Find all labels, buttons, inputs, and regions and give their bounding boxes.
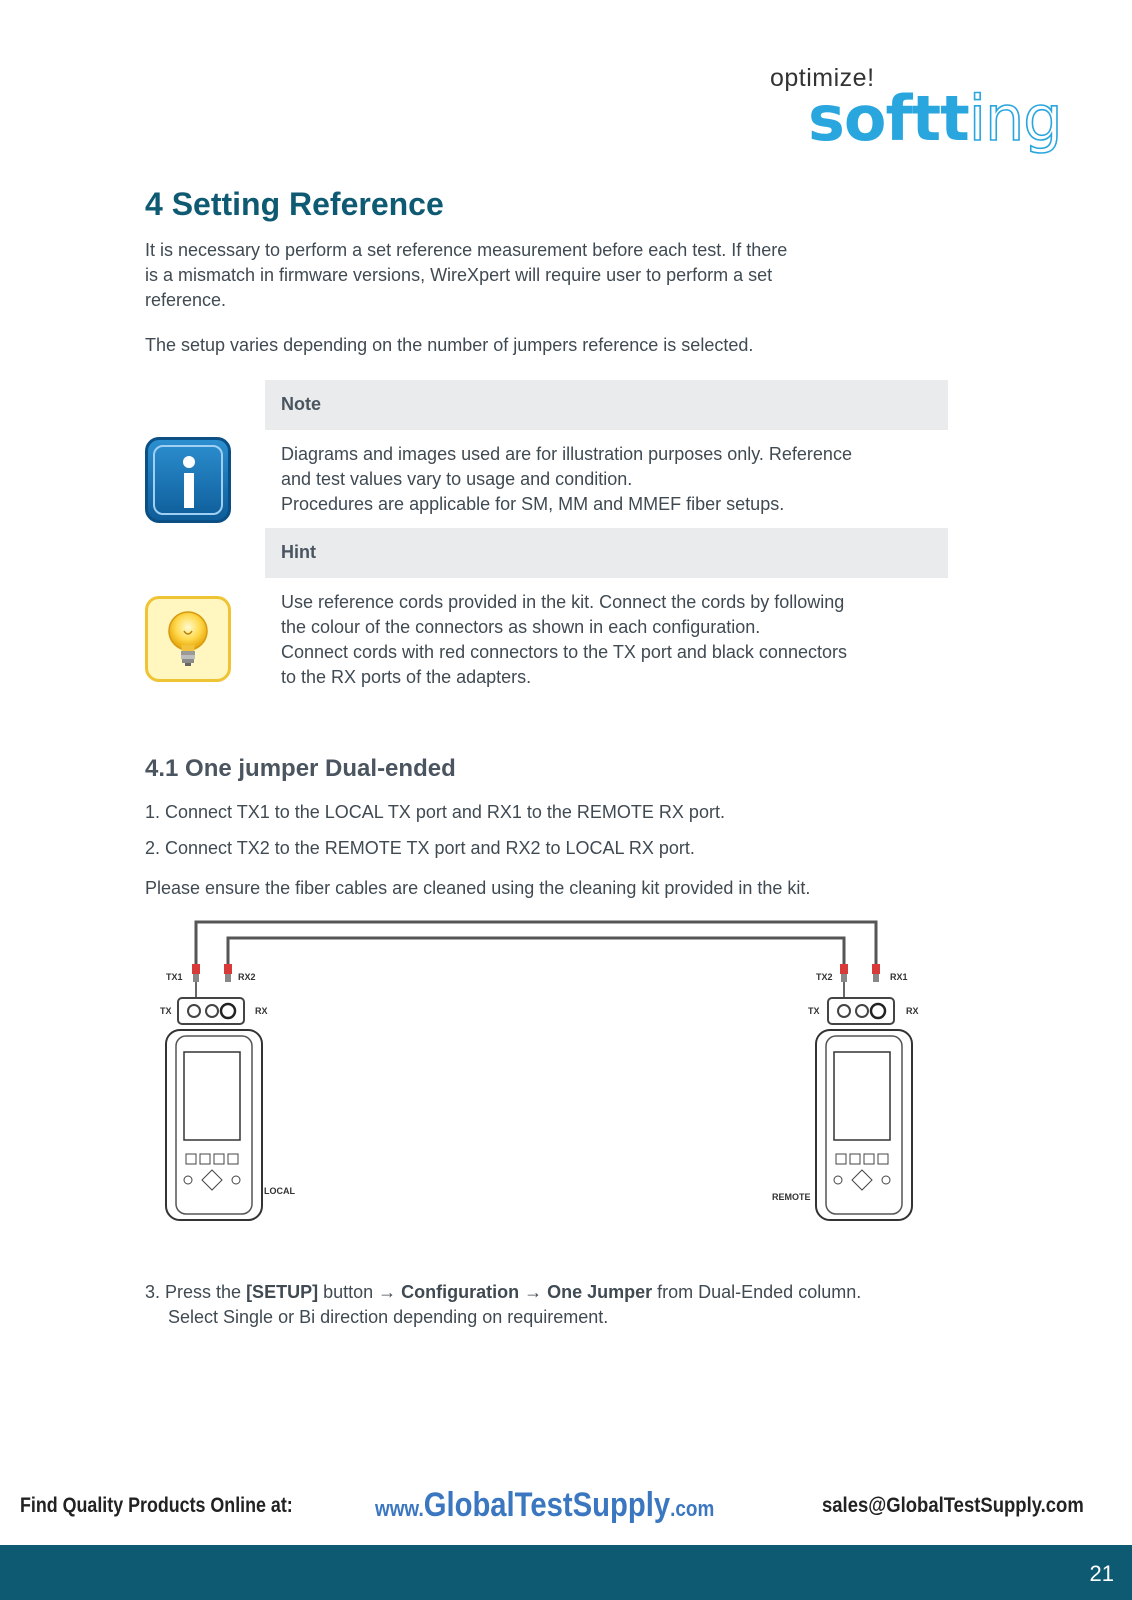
hint-heading: Hint xyxy=(265,528,948,578)
one-jumper-keyword: → One Jumper xyxy=(519,1282,653,1302)
right-rx-label: RX xyxy=(906,1006,919,1016)
hint-line: to the RX ports of the adapters. xyxy=(281,667,532,687)
logo-brand: softting xyxy=(808,82,1062,155)
connection-diagram xyxy=(160,918,950,1228)
clean-note: Please ensure the fiber cables are cleaned using the cleaning kit provided in the kit. xyxy=(145,878,811,898)
hint-line: the colour of the connectors as shown in each configuration. xyxy=(281,617,761,637)
left-rx2-connector xyxy=(224,964,232,982)
footer-website-link[interactable] xyxy=(375,1486,714,1525)
left-tx-label: TX xyxy=(160,1006,172,1016)
note-line: Diagrams and images used are for illustration purposes only. Reference xyxy=(281,444,852,464)
right-rx1-connector xyxy=(872,964,880,982)
right-tx2-connector xyxy=(840,964,848,998)
logo-tagline: optimize! xyxy=(770,64,875,92)
footer-email-link[interactable]: sales@GlobalTestSupply.com xyxy=(822,1494,1084,1517)
intro-line: reference. xyxy=(145,290,227,310)
local-label: LOCAL xyxy=(264,1186,295,1196)
footer-url-suffix: .com xyxy=(670,1496,715,1521)
info-icon xyxy=(145,437,231,523)
note-line: and test values vary to usage and condition. xyxy=(281,469,633,489)
hint-text xyxy=(281,590,941,690)
step-3-line-1 xyxy=(145,1280,861,1305)
left-cable2-label: RX2 xyxy=(238,972,256,982)
step-2: 2. Connect TX2 to the REMOTE TX port and RX2 to LOCAL RX port. xyxy=(145,838,695,858)
note-line: Procedures are applicable for SM, MM and MMEF fiber setups. xyxy=(281,494,785,514)
lightbulb-icon xyxy=(145,596,231,682)
hint-line: Connect cords with red connectors to the TX port and black connectors xyxy=(281,642,847,662)
step-3-mid: button xyxy=(318,1282,379,1302)
step-3 xyxy=(145,1280,861,1330)
left-tx1-connector xyxy=(192,964,200,998)
logo-brand-solid: soft xyxy=(808,82,941,155)
configuration-keyword: → Configuration xyxy=(378,1282,520,1302)
right-cable1-label: TX2 xyxy=(816,972,833,982)
intro-paragraph xyxy=(145,238,787,313)
step-3-suffix: from Dual-Ended column. xyxy=(652,1282,862,1302)
intro-line: is a mismatch in firmware versions, WireXpert will require user to perform a set xyxy=(145,265,773,285)
page-number: 21 xyxy=(1089,1561,1114,1586)
intro-line: It is necessary to perform a set reference measurement before each test. If there xyxy=(145,240,788,260)
logo-brand-outline: ing xyxy=(968,82,1062,155)
section-title: 4 Setting Reference xyxy=(145,186,444,222)
left-cable1-label: TX1 xyxy=(166,972,183,982)
note-text xyxy=(281,442,941,517)
local-device xyxy=(166,1030,262,1220)
step-3-prefix: 3. Press the xyxy=(145,1282,247,1302)
setup-paragraph: The setup varies depending on the number of jumpers reference is selected. xyxy=(145,335,754,355)
setup-keyword: [SETUP] xyxy=(246,1282,319,1302)
right-tx-label: TX xyxy=(808,1006,820,1016)
footer-url-prefix: www. xyxy=(375,1496,424,1521)
remote-device xyxy=(816,1030,912,1220)
step-3-line-2: Select Single or Bi direction depending on requirement. xyxy=(168,1307,609,1327)
softing-logo xyxy=(770,64,1070,164)
footer-promo-text: Find Quality Products Online at: xyxy=(20,1494,293,1517)
right-cable2-label: RX1 xyxy=(890,972,908,982)
remote-label: REMOTE xyxy=(772,1192,811,1202)
note-heading: Note xyxy=(265,380,948,430)
hint-line: Use reference cords provided in the kit. Connect the cords by following xyxy=(281,592,845,612)
left-rx-label: RX xyxy=(255,1006,268,1016)
subsection-title: 4.1 One jumper Dual-ended xyxy=(145,755,456,782)
footer-url-main: GlobalTestSupply xyxy=(423,1486,671,1524)
step-1: 1. Connect TX1 to the LOCAL TX port and RX1 to the REMOTE RX port. xyxy=(145,802,725,822)
footer-band xyxy=(0,1545,1132,1600)
